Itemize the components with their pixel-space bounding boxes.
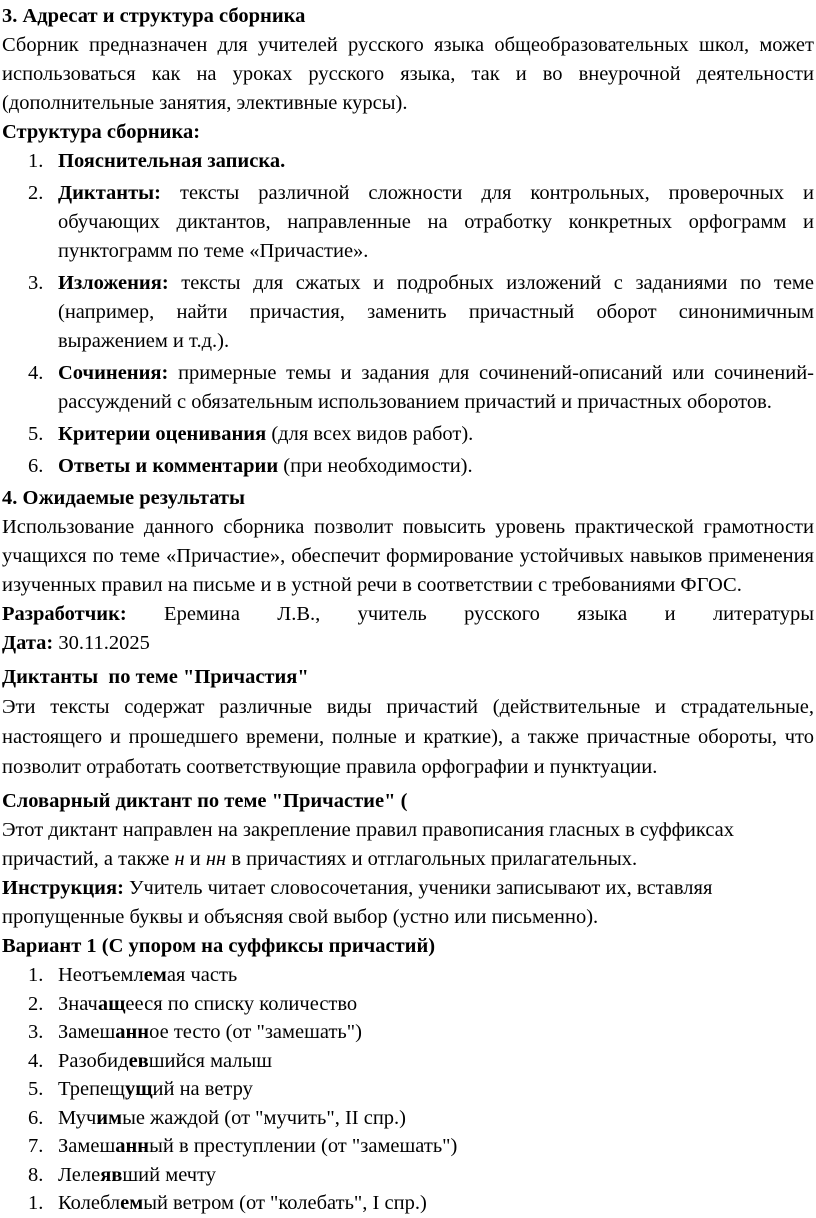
suffix-highlight: анн <box>115 1135 150 1157</box>
list-number: 3. <box>28 1021 44 1043</box>
list-number: 2. <box>28 992 44 1015</box>
instruction-text: Учитель читает словосочетания, ученики записывают их, вставляя пропущенные буквы и объясняя свой выбор (устно или письменно). <box>2 877 713 928</box>
word-rest: ое тесто (от "замешать") <box>149 1021 362 1043</box>
list-number: 2. <box>28 182 44 204</box>
item-text: тексты различной сложности для контрольных, проверочных и обучающих диктантов, направленные на отработку конкретных орфограмм и пунктограмм по теме «Причастие». <box>58 182 814 262</box>
list-item <box>2 179 814 266</box>
vocab-dictation-text <box>2 816 814 874</box>
item-text: примерные темы и задания для сочинений-описаний или сочинений-рассуждений с обязательным использованием причастий и причастных оборотов. <box>58 362 814 413</box>
word-rest: ая часть <box>166 964 238 986</box>
variant-item <box>2 1161 814 1190</box>
list-number: 5. <box>28 423 44 445</box>
developer-line <box>2 600 814 629</box>
word-prefix: Разобид <box>58 1049 129 1072</box>
item-title: Пояснительная записка. <box>58 150 286 172</box>
text-part: Этот диктант направлен на закрепление правил правописания гласных в суффиксах причастий, а также <box>2 819 735 870</box>
word-prefix: Муч <box>58 1106 97 1129</box>
word-rest: ееся по списку количество <box>125 992 358 1015</box>
variant-item <box>2 1132 814 1161</box>
list-number: 6. <box>28 1106 44 1129</box>
developer-label: Разработчик: <box>2 603 127 625</box>
list-number: 1. <box>28 150 44 172</box>
suffix-highlight: яв <box>100 1163 123 1186</box>
word-prefix: Замеш <box>58 1135 116 1157</box>
structure-heading: Структура сборника: <box>2 121 201 143</box>
list-number: 7. <box>28 1135 44 1157</box>
instruction-line <box>2 874 814 932</box>
item-title: Диктанты: <box>58 182 162 204</box>
suffix-highlight: ем <box>143 964 167 986</box>
developer-value: Еремина Л.В., учитель русского языка и литературы <box>126 603 814 625</box>
date-line <box>2 629 814 658</box>
list-number: 8. <box>28 1163 44 1186</box>
list-item <box>2 269 814 356</box>
list-number: 1. <box>28 964 44 986</box>
italic-part: н <box>174 848 185 870</box>
item-title: Сочинения: <box>58 362 169 384</box>
word-prefix: Неотъемл <box>58 964 144 986</box>
word-rest: ший мечту <box>122 1163 217 1186</box>
item-title: Ответы и комментарии <box>58 455 279 477</box>
structure-list <box>2 147 814 481</box>
suffix-highlight: ащ <box>97 992 126 1015</box>
section-3-text: Сборник предназначен для учителей русского языка общеобразовательных школ, может использоваться как на уроках русского языка, так и во внеурочной деятельности (дополнительные занятия, элективные курсы). <box>2 34 814 114</box>
dictations-text: Эти тексты содержат различные виды причастий (действительные и страдательные, настоящего и прошедшего времени, полные и краткие), а также причастные обороты, что позволит отработать соответствующие правила орфографии и пунктуации. <box>2 696 814 778</box>
variant-item <box>2 961 814 990</box>
list-number: 5. <box>28 1078 44 1100</box>
list-number: 6. <box>28 455 44 477</box>
list-item <box>2 452 814 481</box>
variant-item <box>2 1189 814 1218</box>
dictations-heading: Диктанты по теме "Причастия" <box>2 666 309 688</box>
section-3-heading: 3. Адресат и структура сборника <box>2 5 306 27</box>
item-text: тексты для сжатых и подробных изложений с заданиями по теме (например, найти причастия, заменить причастный оборот синонимичным выражением и т.д.). <box>58 272 814 352</box>
text-part: в причастиях и отглагольных прилагательных. <box>226 848 638 870</box>
date-value: 30.11.2025 <box>53 632 150 654</box>
word-rest: шийся малыш <box>148 1049 273 1072</box>
section-4-text: Использование данного сборника позволит повысить уровень практической грамотности учащихся по теме «Причастие», обеспечит формирование устойчивых навыков применения изученных правил на письме и в устной речи в соответствии с требованиями ФГОС. <box>2 516 814 596</box>
word-prefix: Леле <box>58 1163 101 1186</box>
word-rest: ий на ветру <box>152 1078 253 1100</box>
variant-list <box>2 961 814 1218</box>
instruction-label: Инструкция: <box>2 877 124 899</box>
word-prefix: Замеш <box>58 1021 116 1043</box>
word-prefix: Колебл <box>58 1192 121 1214</box>
item-text: (для всех видов работ). <box>266 423 474 445</box>
variant-item <box>2 1075 814 1104</box>
word-rest: ый в преступлении (от "замешать") <box>149 1135 458 1157</box>
date-label: Дата: <box>2 632 54 654</box>
suffix-highlight: ев <box>128 1049 149 1072</box>
text-part: и <box>184 848 206 870</box>
section-4-heading: 4. Ожидаемые результаты <box>2 487 246 509</box>
list-item <box>2 420 814 449</box>
word-prefix: Трепещ <box>58 1078 125 1100</box>
item-title: Критерии оценивания <box>58 423 267 445</box>
item-title: Изложения: <box>58 272 169 294</box>
italic-part: нн <box>205 848 227 870</box>
item-text: (при необходимости). <box>278 455 473 477</box>
list-number: 4. <box>28 362 44 384</box>
variant-item <box>2 1047 814 1076</box>
suffix-highlight: им <box>96 1106 123 1129</box>
suffix-highlight: ущ <box>124 1078 153 1100</box>
list-number: 1. <box>28 1192 44 1214</box>
word-rest: ые жаждой (от "мучить", II спр.) <box>122 1106 406 1129</box>
vocab-dictation-heading: Словарный диктант по теме "Причастие" ( <box>2 790 408 812</box>
word-prefix: Знач <box>58 992 98 1015</box>
variant-item <box>2 990 814 1019</box>
list-item <box>2 359 814 417</box>
suffix-highlight: ем <box>120 1192 144 1214</box>
variant-item <box>2 1104 814 1133</box>
list-number: 4. <box>28 1049 44 1072</box>
variant-heading: Вариант 1 (С упором на суффиксы причастий) <box>2 935 436 957</box>
word-rest: ый ветром (от "колебать", I спр.) <box>143 1192 427 1214</box>
list-item <box>2 147 814 176</box>
suffix-highlight: анн <box>115 1021 150 1043</box>
list-number: 3. <box>28 272 44 294</box>
variant-item <box>2 1018 814 1047</box>
